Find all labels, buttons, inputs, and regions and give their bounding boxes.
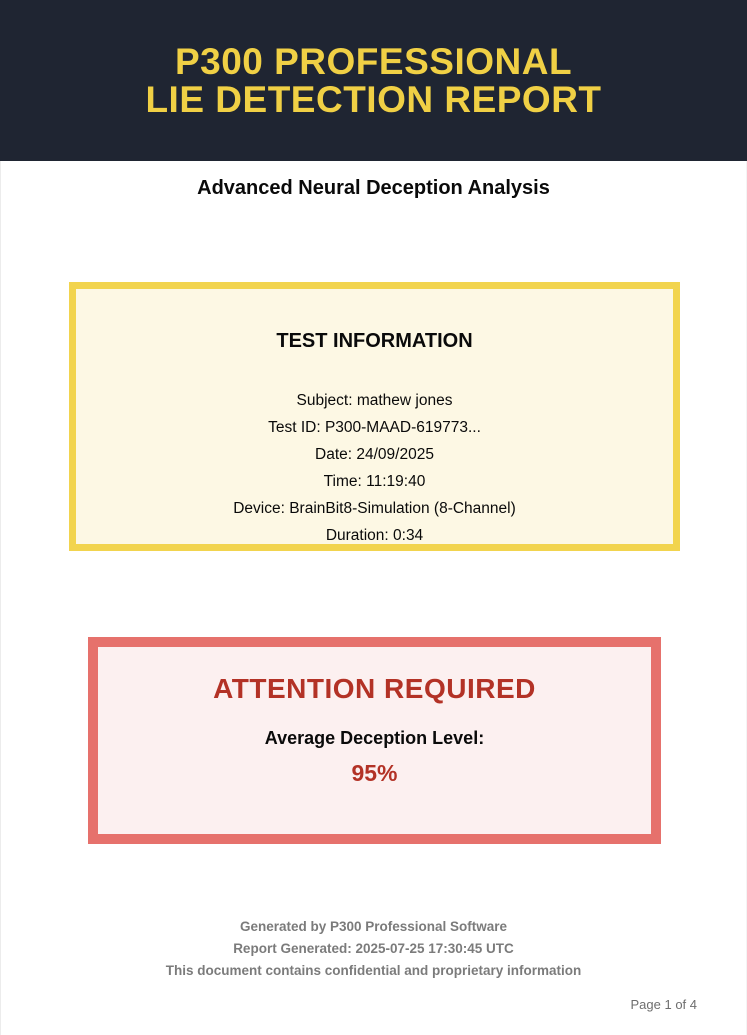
field-date: Date: 24/09/2025 [315, 446, 434, 463]
report-footer [0, 916, 747, 982]
attention-required-box [88, 637, 661, 844]
deception-level-value: 95% [351, 760, 398, 786]
page-number-indicator: Page 1 of 4 [630, 997, 697, 1012]
test-information-heading: TEST INFORMATION [276, 330, 473, 352]
report-header-banner [0, 0, 747, 161]
deception-level-label: Average Deception Level: [264, 728, 485, 748]
field-subject: Subject: mathew jones [296, 392, 453, 409]
report-subtitle: Advanced Neural Deception Analysis [197, 177, 550, 199]
report-title-line-2: LIE DETECTION REPORT [145, 78, 602, 120]
footer-generated-by: Generated by P300 Professional Software [239, 919, 508, 934]
report-title-line-1: P300 PROFESSIONAL [174, 40, 573, 82]
field-test-id: Test ID: P300-MAAD-619773... [268, 419, 481, 436]
test-information-box [69, 282, 680, 551]
test-information-fields [76, 387, 673, 549]
field-device: Device: BrainBit8-Simulation (8-Channel) [233, 500, 516, 517]
footer-confidentiality-notice: This document contains confidential and proprietary information [165, 963, 582, 978]
field-duration: Duration: 0:34 [325, 527, 424, 544]
field-time: Time: 11:19:40 [323, 473, 426, 490]
footer-report-generated: Report Generated: 2025-07-25 17:30:45 UTC [233, 941, 514, 956]
attention-heading: ATTENTION REQUIRED [213, 673, 536, 704]
